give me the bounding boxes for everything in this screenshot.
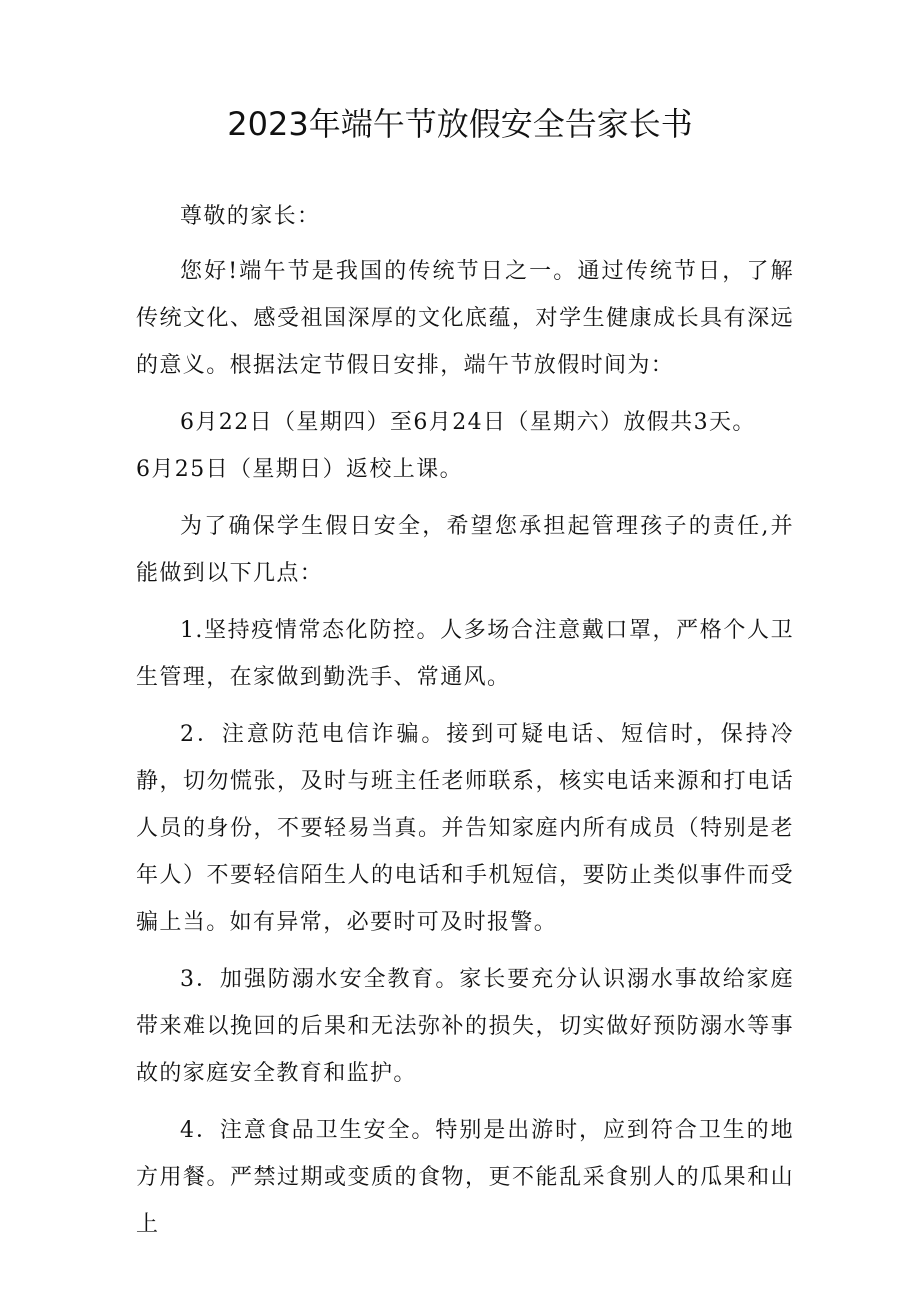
paragraph-point-2: 2．注意防范电信诈骗。接到可疑电话、短信时，保持冷静，切勿慌张，及时与班主任老师联系，核实电话来源和打电话人员的身份，不要轻易当真。并告知家庭内所有成员（特别是老年人）不要轻信陌生人的电话和手机短信，要防止类似事件而受骗上当。如有异常，必要时可及时报警。 <box>136 722 794 935</box>
paragraph-holiday-dates: 6月22日（星期四）至6月24日（星期六）放假共3天。 <box>180 410 756 435</box>
paragraph-greeting: 您好!端午节是我国的传统节日之一。通过传统节日，了解传统文化、感受祖国深厚的文化底蕴，对学生健康成长具有深远的意义。根据法定节假日安排，端午节放假时间为： <box>136 259 794 378</box>
salutation: 尊敬的家长： <box>180 204 321 229</box>
document-title: 2023年端午节放假安全告家长书 <box>227 105 693 143</box>
paragraph-point-3: 3．加强防溺水安全教育。家长要充分认识溺水事故给家庭带来难以挽回的后果和无法弥补的损失，切实做好预防溺水等事故的家庭安全教育和监护。 <box>136 967 794 1086</box>
letter-body <box>136 193 794 1258</box>
paragraph-intro-points: 为了确保学生假日安全，希望您承担起管理孩子的责任,并能做到以下几点： <box>136 514 794 586</box>
paragraph-return-date: 6月25日（星期日）返校上课。 <box>136 457 463 482</box>
paragraph-point-1: 1.坚持疫情常态化防控。人多场合注意戴口罩，严格个人卫生管理，在家做到勤洗手、常通风。 <box>136 618 794 690</box>
paragraph-point-4: 4．注意食品卫生安全。特别是出游时，应到符合卫生的地方用餐。严禁过期或变质的食物，更不能乱采食别人的瓜果和山上 <box>136 1118 794 1237</box>
